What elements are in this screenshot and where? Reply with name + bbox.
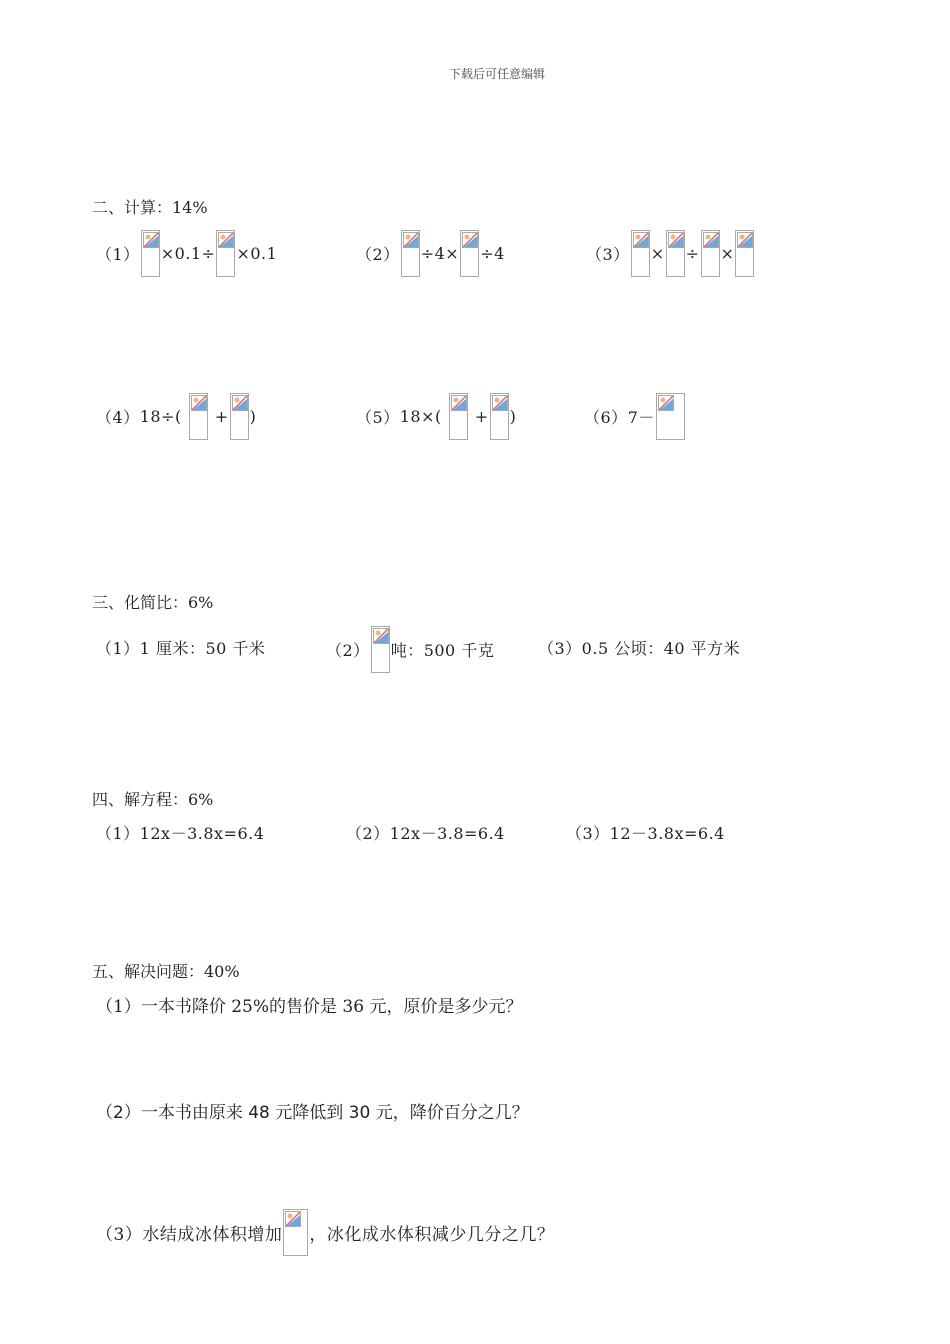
broken-image-icon xyxy=(735,230,754,277)
expr-text: ×0.1 xyxy=(236,244,278,263)
calc-item-1 xyxy=(96,230,277,277)
item-number: （1） xyxy=(96,245,140,264)
ratio-item-1: （1）1 厘米：50 千米 xyxy=(96,639,266,658)
ratio-item-2 xyxy=(326,626,494,673)
item-number: （2） xyxy=(356,245,400,264)
ratio-item-3: （3）0.5 公顷：40 平方米 xyxy=(538,639,741,658)
word-problem-3 xyxy=(96,1209,554,1256)
expr-text: 18×( xyxy=(399,407,442,426)
equation-item-3: （3）12－3.8x=6.4 xyxy=(566,824,725,843)
section-title-ratio: 三、化简比：6% xyxy=(92,593,214,612)
equation-item-1: （1）12x－3.8x=6.4 xyxy=(96,824,265,843)
expr-text: × xyxy=(650,244,665,263)
broken-image-icon xyxy=(216,230,235,277)
expr-text: 18÷( xyxy=(139,407,182,426)
expr-text: ) xyxy=(509,407,517,426)
expr-text: 吨：500 千克 xyxy=(390,641,495,660)
item-number: （5） xyxy=(356,408,400,427)
broken-image-icon xyxy=(666,230,685,277)
item-number: （4） xyxy=(96,408,140,427)
broken-image-icon xyxy=(631,230,650,277)
calc-item-3 xyxy=(586,230,755,277)
expr-text: + xyxy=(214,407,229,426)
item-number: （2） xyxy=(326,641,370,660)
calc-item-5 xyxy=(356,393,516,440)
word-problem-1: （1）一本书降价 25%的售价是 36 元，原价是多少元？ xyxy=(96,997,523,1017)
broken-image-icon xyxy=(230,393,249,440)
broken-image-icon xyxy=(141,230,160,277)
calc-item-4 xyxy=(96,393,256,440)
expr-text: ÷4× xyxy=(420,244,460,263)
word-problem-2: （2）一本书由原来 48 元降低到 30 元，降价百分之几？ xyxy=(96,1103,529,1123)
expr-text: ÷ xyxy=(685,244,700,263)
expr-text: ×0.1÷ xyxy=(160,244,216,263)
header-note: 下载后可任意编辑 xyxy=(449,67,546,81)
equation-item-2: （2）12x－3.8=6.4 xyxy=(346,824,505,843)
broken-image-icon xyxy=(656,393,685,440)
broken-image-icon xyxy=(701,230,720,277)
broken-image-icon xyxy=(460,230,479,277)
expr-text: ÷4 xyxy=(480,244,505,263)
expr-text: ，冰化成水体积减少几分之几？ xyxy=(309,1225,555,1245)
broken-image-icon xyxy=(449,393,468,440)
broken-image-icon xyxy=(490,393,509,440)
expr-text: （3）水结成冰体积增加 xyxy=(96,1225,283,1245)
item-number: （3） xyxy=(586,245,630,264)
broken-image-icon xyxy=(371,626,390,673)
section-title-word: 五、解决问题：40% xyxy=(92,962,240,981)
broken-image-icon xyxy=(283,1209,308,1256)
section-title-calc: 二、计算：14% xyxy=(92,198,208,217)
broken-image-icon xyxy=(189,393,208,440)
calc-item-6 xyxy=(584,393,686,440)
expr-text: ) xyxy=(249,407,257,426)
calc-item-2 xyxy=(356,230,505,277)
item-number: （6） xyxy=(584,408,628,427)
broken-image-icon xyxy=(401,230,420,277)
expr-text: + xyxy=(474,407,489,426)
expr-text: 7－ xyxy=(627,408,655,427)
expr-text: × xyxy=(720,244,735,263)
section-title-equation: 四、解方程：6% xyxy=(92,790,214,809)
